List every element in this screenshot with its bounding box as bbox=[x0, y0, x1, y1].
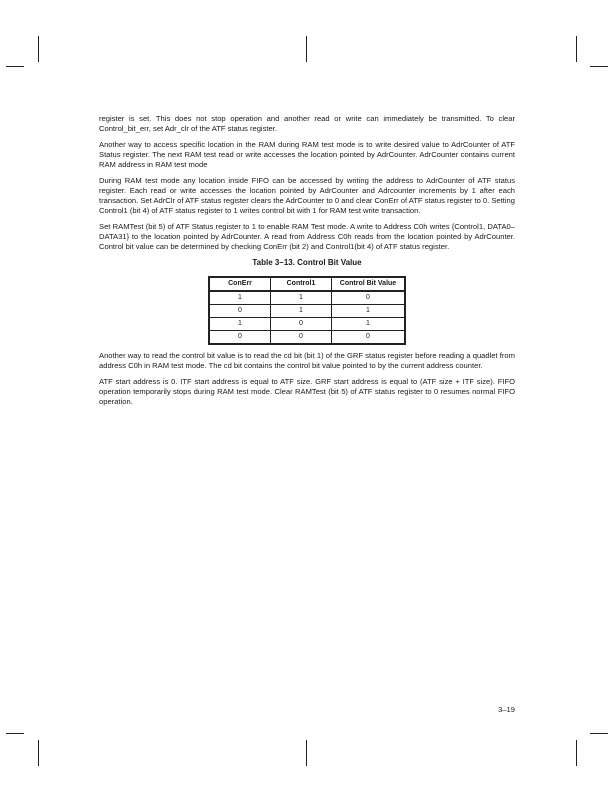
table-row bbox=[209, 305, 405, 318]
crop-mark bbox=[590, 66, 608, 67]
paragraph: register is set. This does not stop operation and another read or write can immediately be transmitted. To clear Control_bit_err, set Adr_clr of the ATF status register. bbox=[99, 114, 515, 133]
crop-mark bbox=[6, 733, 24, 734]
crop-mark bbox=[306, 740, 307, 766]
crop-mark bbox=[590, 733, 608, 734]
table-row bbox=[209, 291, 405, 305]
crop-mark bbox=[306, 36, 307, 62]
page-number: 3–19 bbox=[498, 705, 515, 714]
table-cell: 0 bbox=[271, 331, 332, 345]
crop-mark bbox=[576, 36, 577, 62]
table-cell: 1 bbox=[271, 291, 332, 305]
table-caption: Table 3–13. Control Bit Value bbox=[252, 258, 362, 267]
table-cell: 1 bbox=[271, 305, 332, 318]
crop-mark bbox=[38, 36, 39, 62]
table-header-row bbox=[209, 277, 405, 291]
table-cell: 1 bbox=[332, 305, 406, 318]
table-cell: 0 bbox=[271, 318, 332, 331]
table-row bbox=[209, 318, 405, 331]
table-cell: 1 bbox=[209, 291, 271, 305]
paragraph: ATF start address is 0. ITF start address is equal to ATF size. GRF start address is equal to (ATF size + ITF size). FIFO operation temporarily stops during RAM test mode. Clear RAMTest (bit 5) of ATF status register to 0 resumes normal FIFO operation. bbox=[99, 377, 515, 406]
crop-mark bbox=[576, 740, 577, 766]
page-body bbox=[99, 114, 515, 413]
column-header: Control Bit Value bbox=[332, 277, 406, 291]
control-bit-table bbox=[208, 276, 406, 345]
table-cell: 0 bbox=[209, 305, 271, 318]
column-header: ConErr bbox=[209, 277, 271, 291]
table-row bbox=[209, 331, 405, 345]
crop-mark bbox=[38, 740, 39, 766]
paragraph: During RAM test mode any location inside FIFO can be accessed by writing the address to AdrCounter of ATF status register. Each read or write accesses the location pointed by AdrCounter and Adrcounter increments by 1 after each transaction. Set AdrClr of ATF status register clears the AdrCounter to 0 and clear ConErr of ATF status register to 0. Setting Control1 (bit 4) of ATF status register to 1 writes control bit with 1 for RAM test write transaction. bbox=[99, 176, 515, 215]
table-cell: 1 bbox=[209, 318, 271, 331]
table-cell: 0 bbox=[209, 331, 271, 345]
paragraph: Set RAMTest (bit 5) of ATF Status register to 1 to enable RAM Test mode. A write to Address C0h writes {Control1, DATA0–DATA31} to the location pointed by AdrCounter. A read from Address C0h reads from the location pointed by AdrCounter. Control bit value can be determined by checking ConErr (bit 2) and Control1(bit 4) of ATF status register. bbox=[99, 222, 515, 251]
column-header: Control1 bbox=[271, 277, 332, 291]
paragraph: Another way to read the control bit value is to read the cd bit (bit 1) of the GRF status register before reading a quadlet from address C0h in RAM test mode. The cd bit contains the control bit value pointed to by the current address counter. bbox=[99, 351, 515, 370]
crop-mark bbox=[6, 66, 24, 67]
table-cell: 1 bbox=[332, 318, 406, 331]
paragraph: Another way to access specific location in the RAM during RAM test mode is to write desired value to AdrCounter of ATF Status register. The next RAM test read or write accesses the location pointed by AdrCounter. AdrCounter contains current RAM address in RAM test mode bbox=[99, 140, 515, 169]
table-cell: 0 bbox=[332, 291, 406, 305]
table-cell: 0 bbox=[332, 331, 406, 345]
